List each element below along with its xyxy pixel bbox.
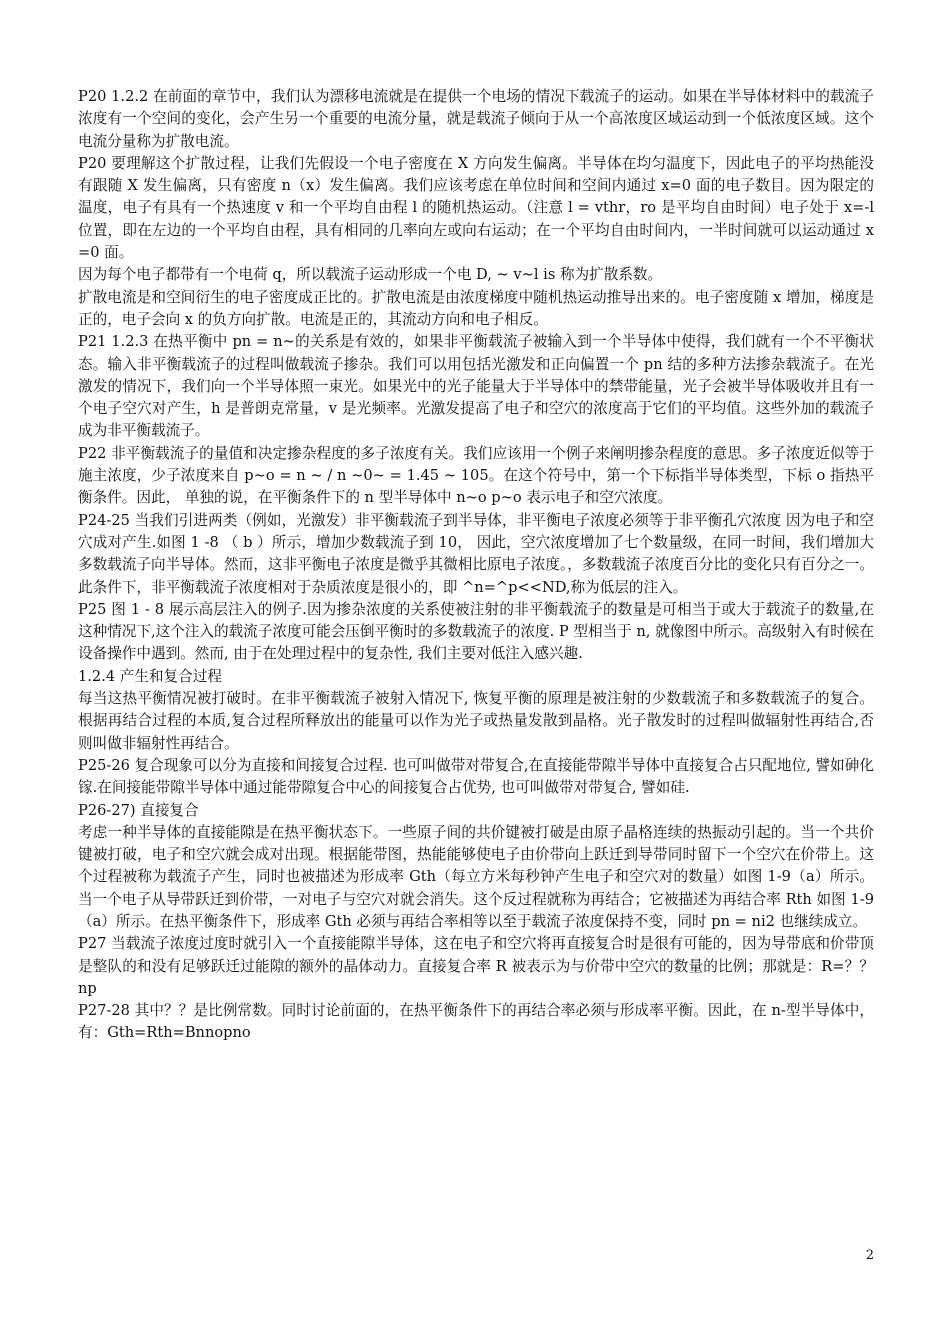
section-heading-1-2-4: 1.2.4 产生和复合过程 xyxy=(78,667,222,685)
paragraph-p27-28-equilibrium: P27-28 其中？？是比例常数。同时讨论前面的，在热平衡条件下的再结合率必须与形成率平衡。因此，在 n-型半导体中，有：Gth=Rth=Bnnopno xyxy=(78,1002,874,1042)
paragraph-p27-recombination-rate: P27 当载流子浓度过度时就引入一个直接能隙半导体，这在电子和空穴将再直接复合时是很有可能的，因为导带底和价带顶是整队的和没有足够跃迁过能隙的额外的晶体动力。直接复合率 R 被表示为与价带中空穴的数量的比例；那就是：R=？？np xyxy=(78,935,874,997)
paragraph-direct-recombination: 考虑一种半导体的直接能隙是在热平衡状态下。一些原子间的共价键被打破是由原子晶格连续的热振动引起的。当一个共价键被打破，电子和空穴就会成对出现。根据能带图，热能能够使电子由价带向上跃迁到导带同时留下一个空穴在价带上。这个过程被称为载流子产生，同时也被描述为形成率 Gth（每立方米每秒钟产生电子和空穴对的数量）如图 1-9（a）所示。当一个电子从导带跃迁到价带，一对电子与空穴对就会消失。这个反过程就称为再结合；它被描述为再结合率 Rth 如图 1-9（a）所示。在热平衡条件下，形成率 Gth 必须与再结合率相等以至于载流子浓度保持不变，同时 pn = ni2 也继续成立。 xyxy=(78,823,874,930)
document-page xyxy=(78,86,874,1045)
paragraph-diffusion-coefficient: 因为每个电子都带有一个电荷 q，所以载流子运动形成一个电 D, ~ v~l is 称为扩散系数。 xyxy=(78,266,663,284)
paragraph-p20-diffusion-process: P20 要理解这个扩散过程，让我们先假设一个电子密度在 X 方向发生偏离。半导体在均匀温度下，因此电子的平均热能没有跟随 X 发生偏离，只有密度 n（x）发生偏离。我们应该考虑在单位时间和空间内通过 x=0 面的电子数目。因为限定的温度，电子有具有一个热速度 v 和一个平均自由程 l 的随机热运动。（注意 l = vthr，ro 是平均自由时间）电子处于 x=-l 位置，即在左边的一个平均自由程，具有相同的几率向左或向右运动；在一个平均自由时间内，一半时间就可以运动通过 x=0 面。 xyxy=(78,154,874,262)
paragraph-p24-25-low-injection: P24-25 当我们引进两类（例如，光激发）非平衡载流子到半导体，非平衡电子浓度必须等于非平衡孔穴浓度 因为电子和空穴成对产生.如图 1 -8 （ b ）所示，增加少数载流子到 10， 因此，空穴浓度增加了七个数量级，在同一时间，我们增加大多数载流子向半导体。然而，这非平衡电子浓度是微乎其微相比原电子浓度。，多数载流子浓度百分比的变化只有百分之一。此条件下，非平衡载流子浓度相对于杂质浓度是很小的，即 ^n=^p<<ND,称为低层的注入。 xyxy=(78,511,874,596)
paragraph-p25-high-injection: P25 图 1 - 8 展示高层注入的例子.因为掺杂浓度的关系使被注射的非平衡载流子的数量是可相当于或大于载流子的数量,在这种情况下,这个注入的载流子浓度可能会压倒平衡时的多数载流子的浓度. P 型相当于 n, 就像图中所示。高级射入有时候在设备操作中遇到。然而, 由于在处理过程中的复杂性, 我们主要对低注入感兴趣. xyxy=(78,600,874,663)
section-heading-direct-recombination: P26-27) 直接复合 xyxy=(78,801,199,819)
paragraph-recombination-intro: 每当这热平衡情况被打破时。在非平衡载流子被射入情况下, 恢复平衡的原理是被注射的少数载流子和多数载流子的复合。根据再结合过程的本质,复合过程所释放出的能量可以作为光子或热量发散到晶格。光子散发时的过程叫做辐射性再结合,否则叫做非辐射性再结合。 xyxy=(78,690,874,752)
paragraph-p22-injection-level: P22 非平衡载流子的量值和决定掺杂程度的多子浓度有关。我们应该用一个例子来阐明掺杂程度的意思。多子浓度近似等于施主浓度，少子浓度来自 p~o = n ~ / n ~0~ = 1.45 ~ 105。在这个符号中，第一个下标指半导体类型，下标 o 指热平衡条件。因此， 单独的说，在平衡条件下的 n 型半导体中 n~o p~o 表示电子和空穴浓度。 xyxy=(78,444,874,507)
paragraph-diffusion-current: 扩散电流是和空间衍生的电子密度成正比的。扩散电流是由浓度梯度中随机热运动推导出来的。电子密度随 x 增加，梯度是正的，电子会向 x 的负方向扩散。电流是正的，其流动方向和电子相反。 xyxy=(78,288,874,328)
paragraph-p20-drift-diffusion: P20 1.2.2 在前面的章节中，我们认为漂移电流就是在提供一个电场的情况下载流子的运动。如果在半导体材料中的载流子浓度有一个空间的变化，会产生另一个重要的电流分量，就是载流子倾向于从一个高浓度区域运动到一个低浓度区域。这个电流分量称为扩散电流。 xyxy=(78,88,874,150)
page-number: 2 xyxy=(865,1248,874,1263)
paragraph-p21-carrier-injection: P21 1.2.3 在热平衡中 pn = n~的关系是有效的，如果非平衡载流子被输入到一个半导体中使得，我们就有一个不平衡状态。输入非平衡载流子的过程叫做载流子掺杂。我们可以用包括光激发和正向偏置一个 pn 结的多种方法掺杂载流子。在光激发的情况下，我们向一个半导体照一束光。如果光中的光子能量大于半导体中的禁带能量，光子会被半导体吸收并且有一个电子空穴对产生，h 是普朗克常量，v 是光频率。光激发提高了电子和空穴的浓度高于它们的平均值。这些外加的载流子成为非平衡载流子。 xyxy=(78,333,874,440)
paragraph-p25-26-recombination-types: P25-26 复合现象可以分为直接和间接复合过程. 也可叫做带对带复合,在直接能带隙半导体中直接复合占只配地位, 譬如砷化镓.在间接能带隙半导体中通过能带隙复合中心的间接复合占优势, 也可叫做带对带复合, 譬如硅. xyxy=(78,756,874,797)
